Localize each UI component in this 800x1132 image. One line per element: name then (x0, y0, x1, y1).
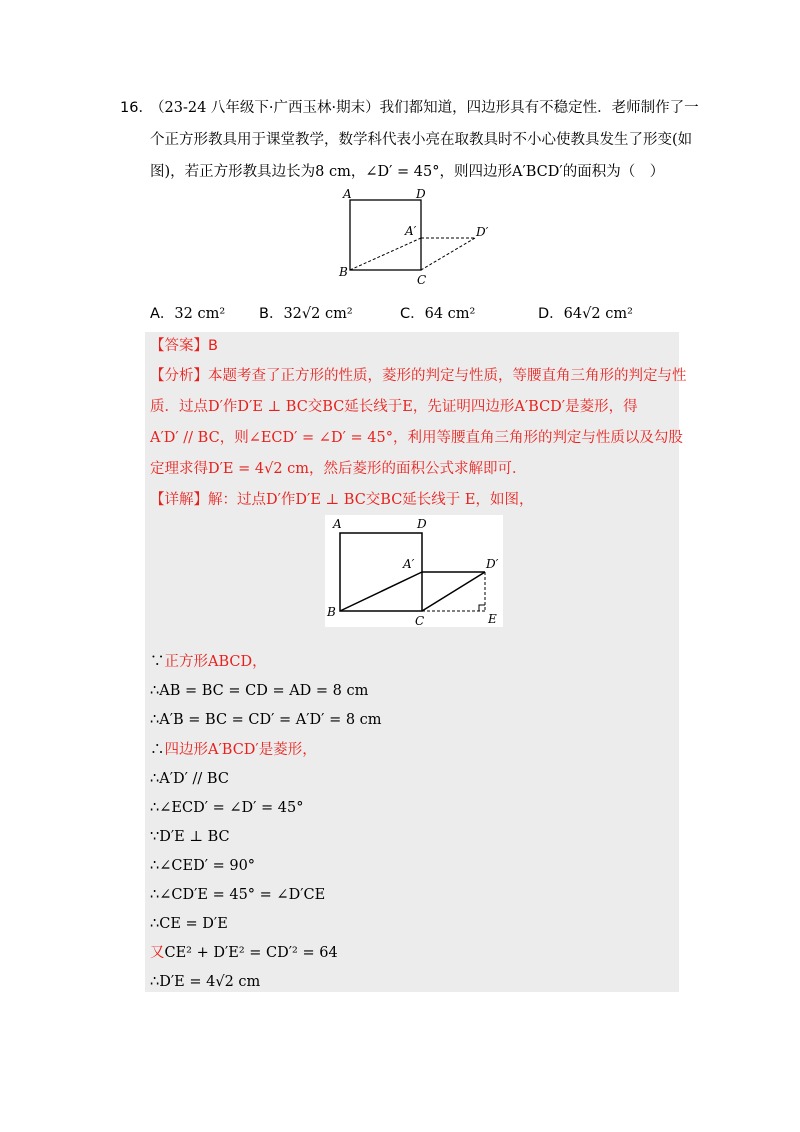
step-row (150, 652, 267, 672)
label2-c: C (415, 614, 425, 627)
label2-a: A (333, 517, 342, 531)
label-c: C (417, 273, 427, 286)
option-c[interactable] (400, 304, 475, 324)
step-row (150, 856, 255, 876)
option-d-value: 64√2 cm² (563, 306, 633, 322)
detail-tag: 【详解】 (150, 492, 208, 508)
analysis-line-3: A′D′ // BC，则∠ECD′ = ∠D′ = 45°，利用等腰直角三角形的判定与性质以及勾股 (150, 430, 683, 446)
step-text: ∠CD′E = 45° = ∠D′CE (159, 887, 326, 903)
step-prefix: ∴ (150, 858, 160, 874)
step-text: AB = BC = CD = AD = 8 cm (159, 683, 369, 699)
step-prefix: ∵ (150, 829, 160, 845)
analysis-tag: 【分析】 (150, 368, 208, 384)
question-line-2: 个正方形教具用于课堂教学，数学科代表小亮在取教具时不小心使教具发生了形变(如 (150, 132, 693, 148)
label-a: A (343, 188, 352, 201)
option-a-letter: A． (150, 306, 175, 322)
detail-line (150, 490, 534, 510)
answer-value: B (208, 338, 218, 354)
figure-square-deformation (335, 188, 495, 286)
step-row (150, 943, 338, 963)
step-prefix: ∴ (150, 742, 165, 758)
option-b-value: 32√2 cm² (283, 306, 353, 322)
option-b-letter: B． (259, 306, 284, 322)
step-prefix: ∴ (150, 800, 160, 816)
step-text: 正方形ABCD， (164, 654, 267, 670)
step-row (150, 914, 228, 934)
label2-d-prime: D′ (486, 557, 499, 571)
figure-rhombus-construction (325, 515, 503, 627)
step-text: CE = D′E (159, 916, 228, 932)
step-text: D′E ⊥ BC (159, 829, 230, 845)
label2-d: D (417, 517, 427, 531)
label2-a-prime: A′ (403, 557, 415, 571)
analysis-line-4: 定理求得D′E = 4√2 cm，然后菱形的面积公式求解即可． (150, 461, 527, 477)
step-prefix: ∴ (150, 916, 160, 932)
step-row (150, 885, 325, 905)
detail-text: 解：过点D′作D′E ⊥ BC交BC延长线于 E，如图， (208, 492, 534, 508)
step-row (150, 798, 303, 818)
analysis-line-2: 质．过点D′作D′E ⊥ BC交BC延长线于E，先证明四边形A′BCD′是菱形，得 (150, 399, 638, 415)
option-c-letter: C． (400, 306, 425, 322)
square-abcd-2 (340, 533, 422, 611)
label-d-prime: D′ (476, 225, 489, 239)
question-line-3: 图)，若正方形教具边长为8 cm，∠D′ = 45°，则四边形A′BCD′的面积为（ ） (150, 164, 665, 180)
step-text: CE² + D′E² = CD′² = 64 (164, 945, 338, 961)
answer-line (150, 336, 218, 356)
step-text: ∠ECD′ = ∠D′ = 45° (159, 800, 304, 816)
dashed-ba (350, 238, 421, 270)
step-text: ∠CED′ = 90° (159, 858, 256, 874)
step-prefix: ∴ (150, 683, 160, 699)
label-a-prime: A′ (405, 224, 417, 238)
option-d-letter: D． (538, 306, 564, 322)
right-angle-mark (479, 605, 485, 611)
option-a[interactable] (150, 304, 225, 324)
label-d: D (416, 188, 426, 201)
analysis-text-1: 本题考查了正方形的性质，菱形的判定与性质，等腰直角三角形的判定与性 (208, 368, 687, 384)
step-row (150, 769, 229, 789)
step-row (150, 827, 230, 847)
step-row (150, 681, 368, 701)
option-c-value: 64 cm² (424, 306, 476, 322)
step-prefix: ∴ (150, 712, 160, 728)
label2-b: B (327, 605, 336, 619)
label-b: B (339, 265, 348, 279)
step-prefix: 又 (150, 945, 165, 961)
step-row (150, 710, 382, 730)
question-line-1: （23-24 八年级下·广西玉林·期末）我们都知道，四边形具有不稳定性．老师制作了一 (150, 100, 699, 116)
option-d[interactable] (538, 304, 633, 324)
step-row (150, 972, 260, 992)
segment-dc (422, 572, 485, 611)
step-text: A′D′ // BC (159, 771, 229, 787)
step-prefix: ∴ (150, 974, 160, 990)
question-number: 16． (120, 100, 153, 116)
label2-e: E (488, 612, 497, 626)
step-text: A′B = BC = CD′ = A′D′ = 8 cm (159, 712, 382, 728)
analysis-line-1 (150, 366, 687, 386)
answer-tag: 【答案】 (150, 338, 208, 354)
option-b[interactable] (259, 304, 353, 324)
step-prefix: ∴ (150, 771, 160, 787)
step-text: 四边形A′BCD′是菱形， (164, 742, 317, 758)
segment-ba (340, 572, 422, 611)
step-row (150, 740, 317, 760)
dashed-dc (421, 238, 475, 270)
step-text: D′E = 4√2 cm (159, 974, 261, 990)
step-prefix: ∴ (150, 887, 160, 903)
option-a-value: 32 cm² (174, 306, 226, 322)
step-prefix: ∵ (150, 654, 165, 670)
